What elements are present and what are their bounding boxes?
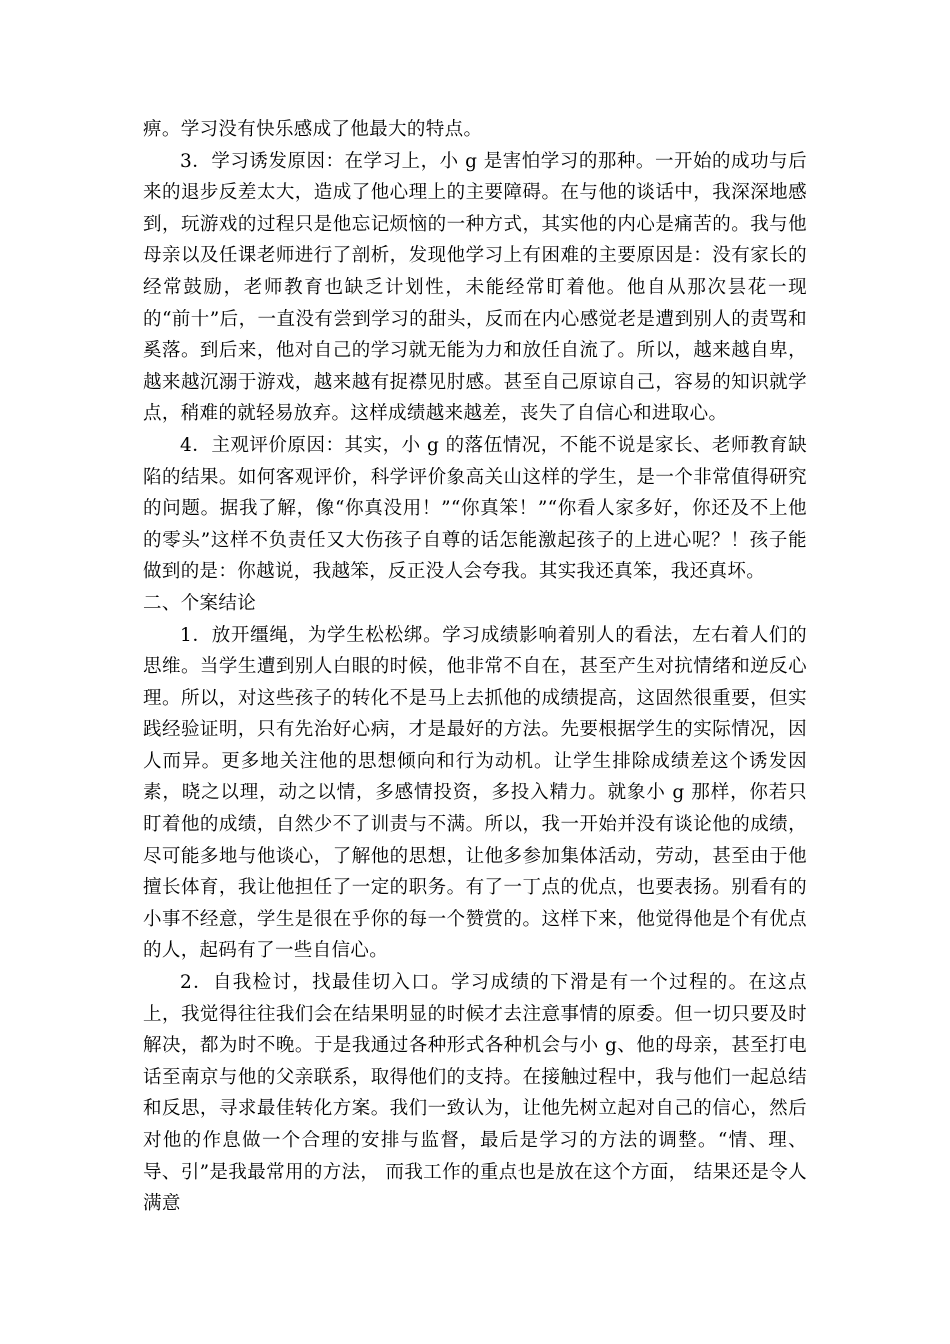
document-body <box>143 114 807 1220</box>
section-heading: 二、个案结论 <box>143 592 257 614</box>
paragraph-conclusion-2: 2．自我检讨，找最佳切入口。学习成绩的下滑是有一个过程的。在这点上，我觉得往往我们会在结果明显的时候才去注意事情的原委。但一切只要及时解决，都为时不晚。于是我通过各种形式各种机会与小 g、他的母亲，甚至打电话至南京与他的父亲联系，取得他们的支持。在接触过程中，我与他们一起总结和反思，寻求最佳转化方案。我们一致认为，让他先树立起对自己的信心，然后对他的作息做一个合理的安排与监督，最后是学习的方法的调整。“情、理、导、引”是我最常用的方法， 而我工作的重点也是放在这个方面， 结果还是令人满意 <box>143 972 807 1215</box>
paragraph-item-3: 3．学习诱发原因：在学习上，小 g 是害怕学习的那种。一开始的成功与后来的退步反差太大，造成了他心理上的主要障碍。在与他的谈话中，我深深地感到，玩游戏的过程只是他忘记烦恼的一种方式，其实他的内心是痛苦的。我与他母亲以及任课老师进行了剖析，发现他学习上有困难的主要原因是：没有家长的经常鼓励，老师教育也缺乏计划性，未能经常盯着他。他自从那次昙花一现的“前十”后，一直没有尝到学习的甜头，反而在内心感觉老是遭到别人的责骂和奚落。到后来，他对自己的学习就无能为力和放任自流了。所以，越来越自卑，越来越沉溺于游戏，越来越有捉襟见肘感。甚至自己原谅自己，容易的知识就学点，稍难的就轻易放弃。这样成绩越来越差，丧失了自信心和进取心。 <box>143 150 807 425</box>
paragraph-item-4: 4．主观评价原因：其实，小 g 的落伍情况，不能不说是家长、老师教育缺陷的结果。如何客观评价，科学评价象高关山这样的学生，是一个非常值得研究的问题。据我了解，像“你真没用！”“你真笨！”“你看人家多好，你还及不上他的零头”这样不负责任又大伤孩子自尊的话怎能激起孩子的上进心呢？！孩子能做到的是：你越说，我越笨，反正没人会夸我。其实我还真笨，我还真坏。 <box>143 434 807 583</box>
paragraph-continuation: 痹。学习没有快乐感成了他最大的特点。 <box>143 119 483 140</box>
paragraph-conclusion-1: 1．放开缰绳，为学生松松绑。学习成绩影响着别人的看法，左右着人们的思维。当学生遭到别人白眼的时候，他非常不自在，甚至产生对抗情绪和逆反心理。所以，对这些孩子的转化不是马上去抓他的成绩提高，这固然很重要，但实践经验证明，只有先治好心病，才是最好的方法。先要根据学生的实际情况，因人而异。更多地关注他的思想倾向和行为动机。让学生排除成绩差这个诱发因素，晓之以理，动之以情，多感情投资，多投入精力。就象小 g 那样，你若只盯着他的成绩，自然少不了训责与不满。所以，我一开始并没有谈论他的成绩，尽可能多地与他谈心，了解他的思想，让他多参加集体活动，劳动，甚至由于他擅长体育，我让他担任了一定的职务。有了一丁点的优点，也要表扬。别看有的小事不经意，学生是很在乎你的每一个赞赏的。这样下来，他觉得他是个有优点的人，起码有了一些自信心。 <box>143 624 807 962</box>
